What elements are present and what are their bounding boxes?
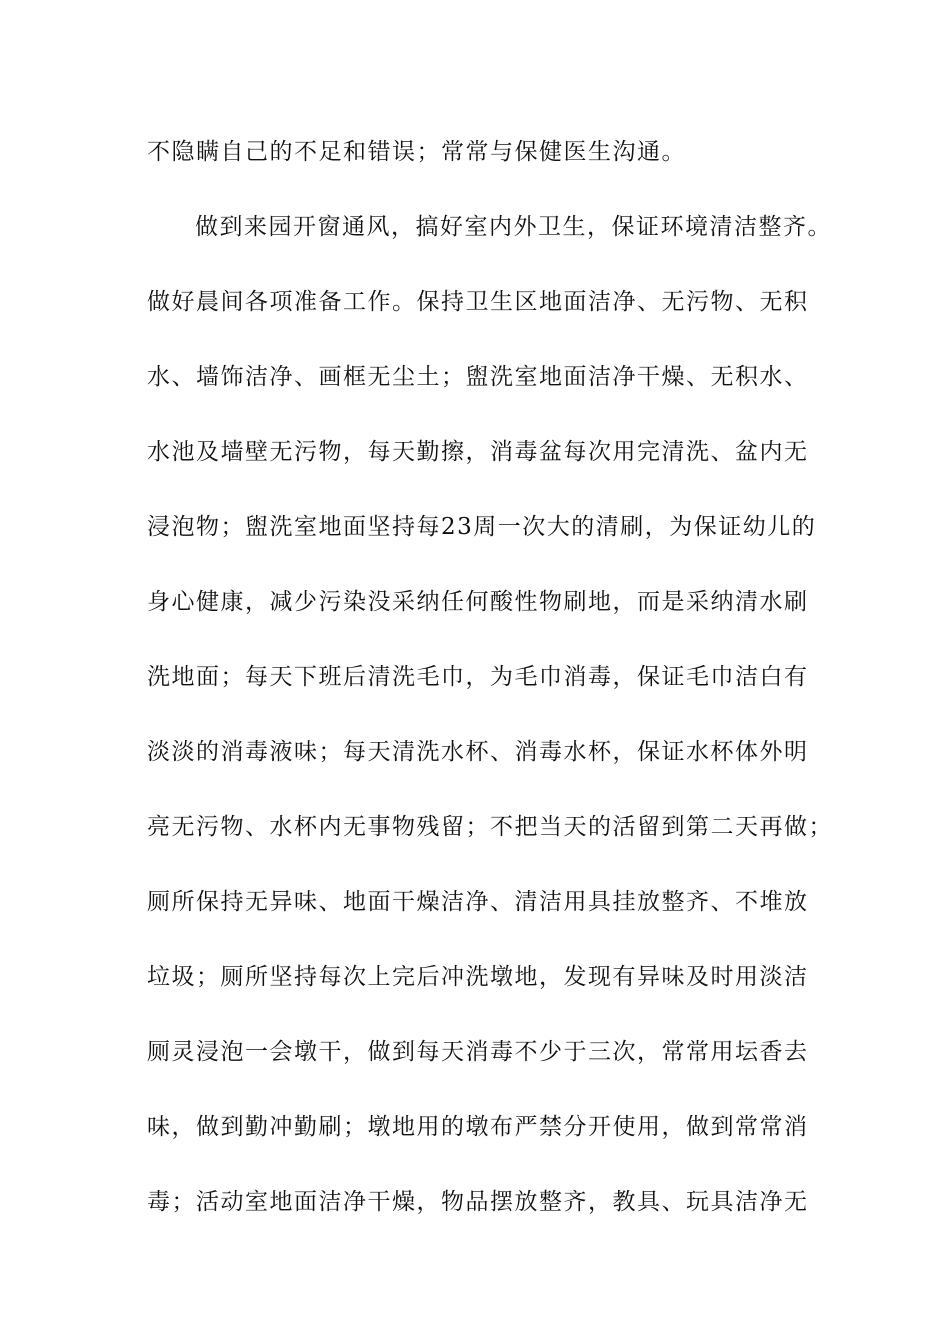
text-line-1: 不隐瞒自己的不足和错误；常常与保健医生沟通。 xyxy=(147,139,686,165)
text-line-4: 水、墙饰洁净、画框无尘土；盥洗室地面洁净干燥、无积水、 xyxy=(147,364,809,390)
text-line-3: 做好晨间各项准备工作。保持卫生区地面洁净、无污物、无积 xyxy=(147,289,809,315)
text-line-12: 垃圾；厕所坚持每次上完后冲洗墩地，发现有异味及时用淡洁 xyxy=(147,964,809,990)
text-line-10: 亮无污物、水杯内无事物残留；不把当天的活留到第二天再做； xyxy=(147,814,833,840)
text-line-6: 浸泡物；盥洗室地面坚持每23周一次大的清刷，为保证幼儿的 xyxy=(147,514,817,540)
text-line-5: 水池及墙壁无污物，每天勤擦，消毒盆每次用完清洗、盆内无 xyxy=(147,439,809,465)
text-line-7: 身心健康，减少污染没采纳任何酸性物刷地，而是采纳清水刷 xyxy=(147,589,809,615)
text-line-14: 味，做到勤冲勤刷；墩地用的墩布严禁分开使用，做到常常消 xyxy=(147,1114,809,1140)
text-line-15: 毒；活动室地面洁净干燥，物品摆放整齐，教具、玩具洁净无 xyxy=(147,1189,809,1215)
paragraph-first-line: 做到来园开窗通风，搞好室内外卫生，保证环境清洁整齐。 xyxy=(195,214,832,240)
text-line-8: 洗地面；每天下班后清洗毛巾，为毛巾消毒，保证毛巾洁白有 xyxy=(147,664,809,690)
text-line-13: 厕灵浸泡一会墩干，做到每天消毒不少于三次，常常用坛香去 xyxy=(147,1039,809,1065)
text-line-9: 淡淡的消毒液味；每天清洗水杯、消毒水杯，保证水杯体外明 xyxy=(147,739,809,765)
text-line-11: 厕所保持无异味、地面干燥洁净、清洁用具挂放整齐、不堆放 xyxy=(147,889,809,915)
